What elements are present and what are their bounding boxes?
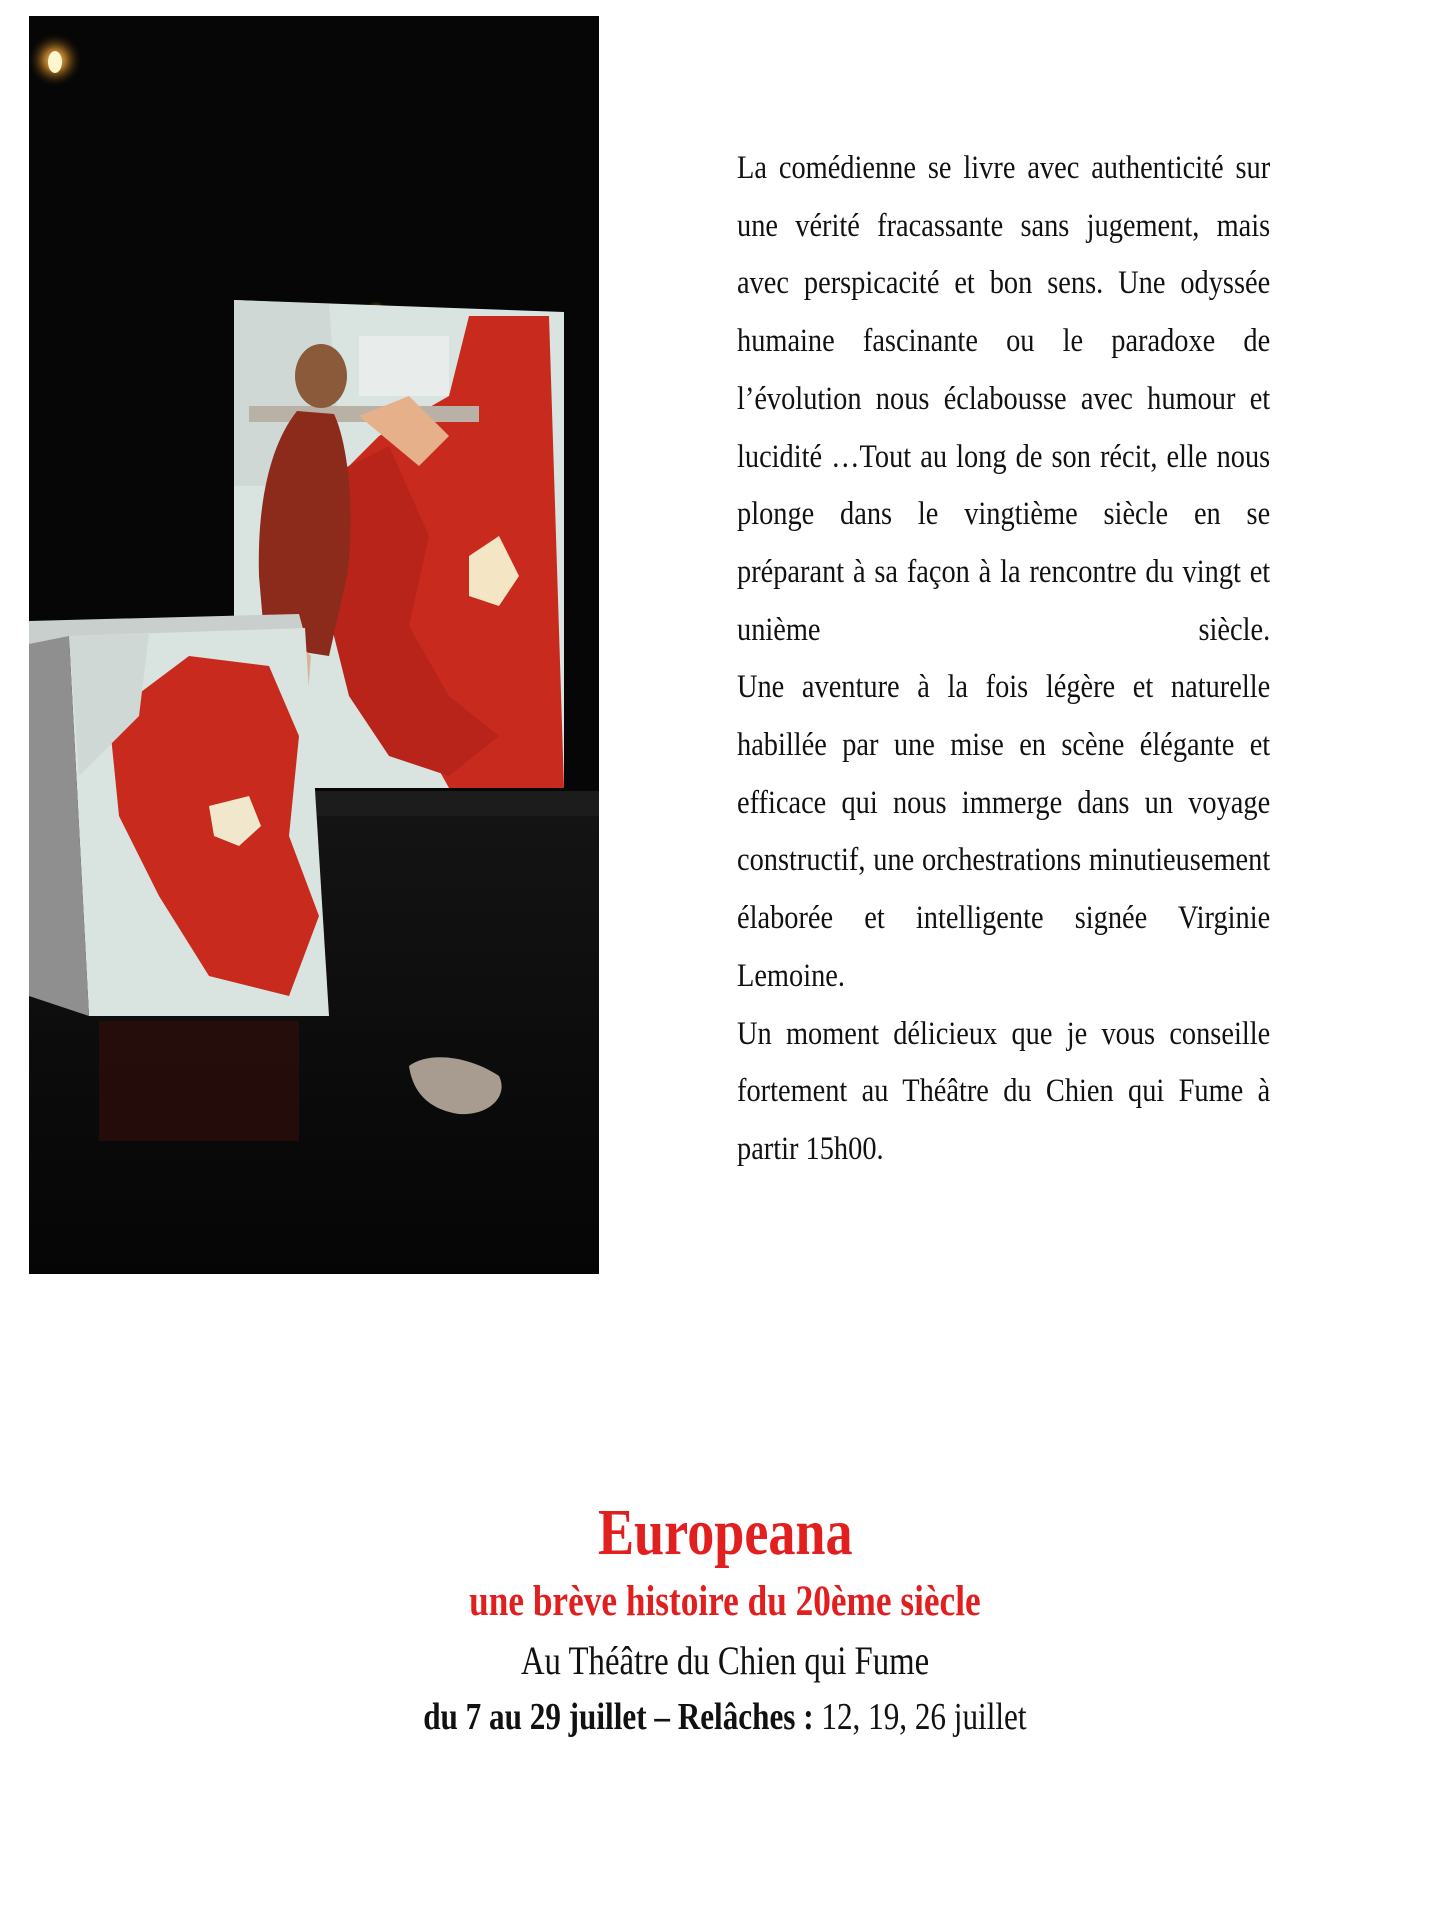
show-dates-bold: du 7 au 29 juillet – Relâches : (423, 1696, 814, 1738)
stage-platform (309, 791, 599, 816)
stage-photo-drawing (29, 16, 599, 1274)
stage-photo (29, 16, 599, 1274)
show-venue: Au Théâtre du Chien qui Fume (520, 1638, 930, 1683)
show-dates-regular: 12, 19, 26 juillet (813, 1696, 1027, 1738)
show-title: Europeana (597, 1496, 853, 1569)
review-paragraph-1: La comédienne se livre avec authenticité sur une vérité fracassante sans jugement, mais avec perspicacité et bon sens. Une odyssée humaine fascinante ou le paradoxe de l’évolution nous éclabousse avec humour et lucidité …Tout au long de son récit, elle nous plonge dans le vingtième siècle en se préparant à sa façon à la rencontre du vingt et unième siècle. (737, 150, 1271, 648)
show-info (0, 1495, 1450, 1745)
show-dates (423, 1689, 1026, 1745)
table-map (29, 614, 329, 1016)
review-paragraph-2: Une aventure à la fois légère et naturelle habillée par une mise en scène élégante et efficace qui nous immerge dans un voyage constructif, une orchestrations minutieusement élaborée et intelligente signée Virginie Lemoine. (737, 669, 1271, 994)
review-text (737, 140, 1270, 1179)
review-paragraph-3: Un moment délicieux que je vous conseille fortement au Théâtre du Chien qui Fume à partir 15h00. (737, 1015, 1271, 1167)
bulb (48, 51, 62, 73)
floor-reflection (99, 1021, 299, 1141)
show-subtitle: une brève histoire du 20ème siècle (469, 1578, 981, 1625)
